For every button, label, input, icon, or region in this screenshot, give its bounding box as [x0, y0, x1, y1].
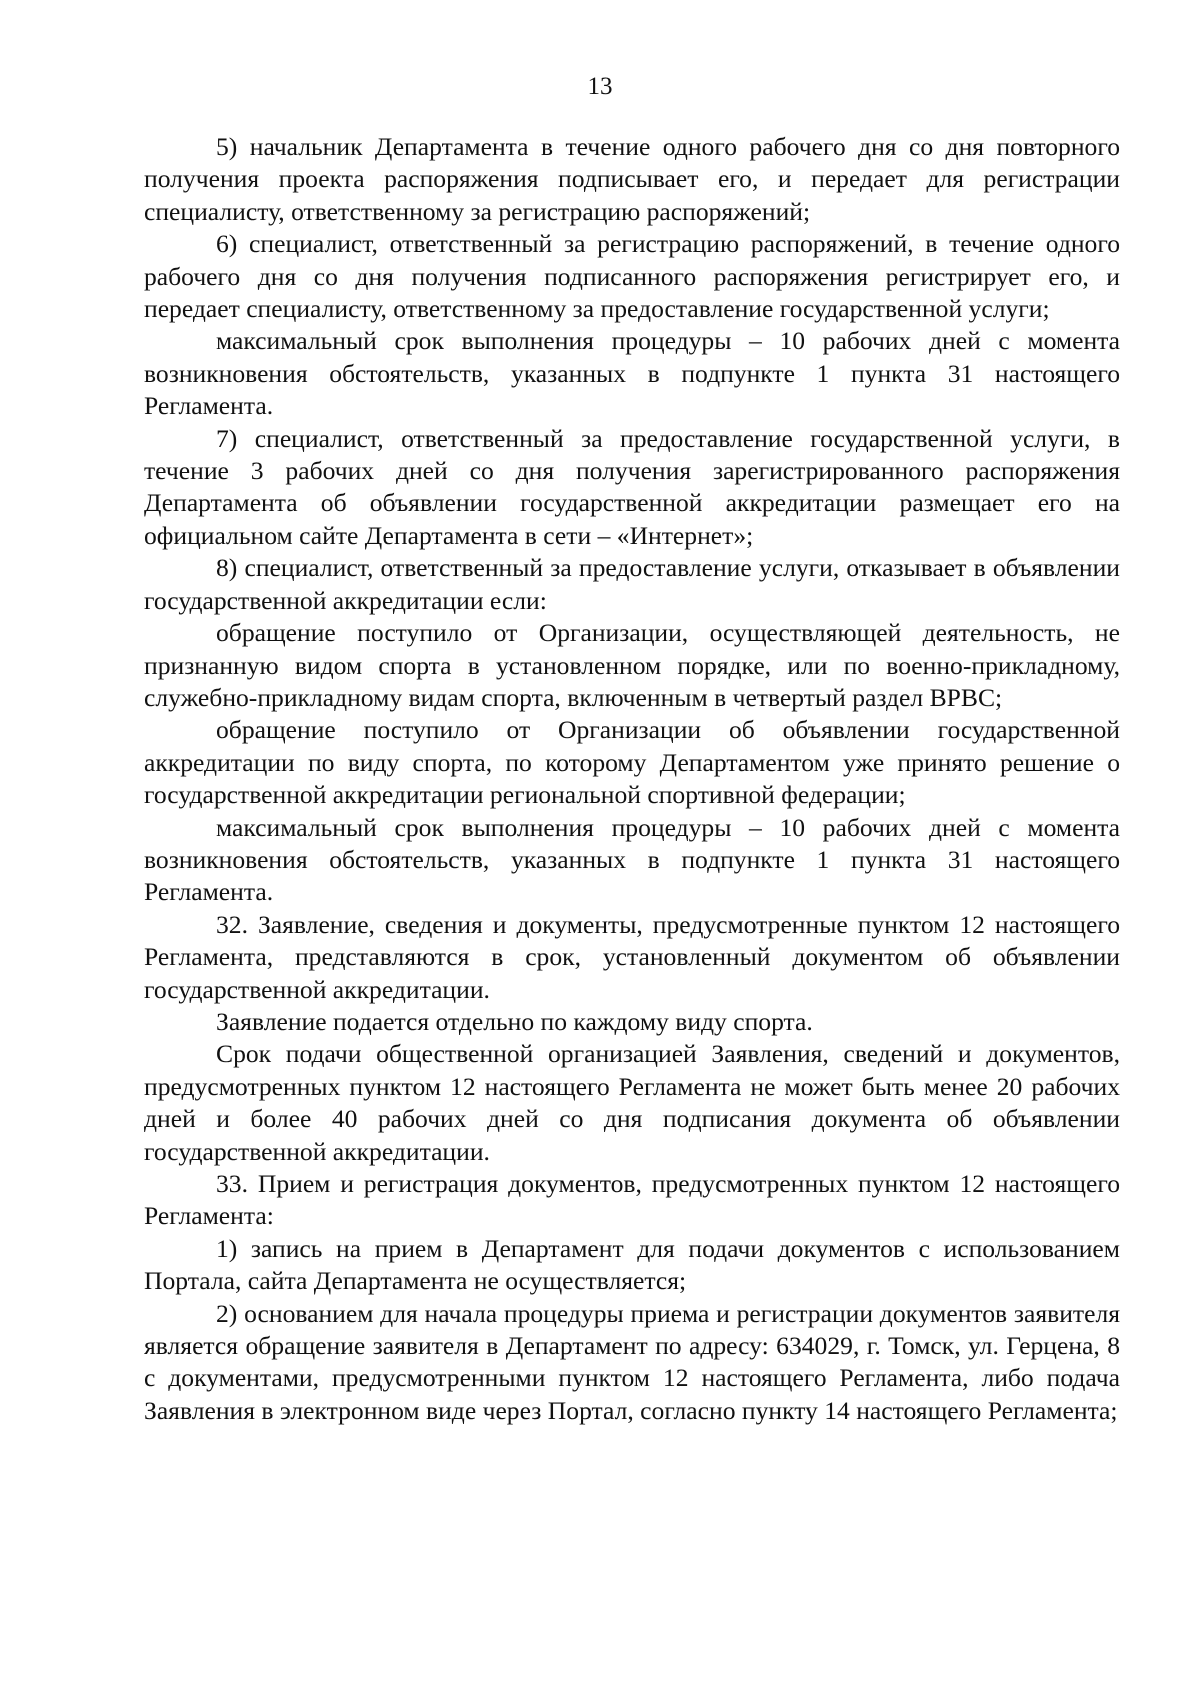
- paragraph: 5) начальник Департамента в течение одного рабочего дня со дня повторного получения проекта распоряжения подписывает его, и передает для регистрации специалисту, ответственному за регистрацию распоряжений;: [144, 132, 1120, 226]
- paragraph: максимальный срок выполнения процедуры – 10 рабочих дней с момента возникновения обстоятельств, указанных в подпункте 1 пункта 31 настоящего Регламента.: [144, 812, 1120, 907]
- paragraph: обращение поступило от Организации, осуществляющей деятельность, не признанную видом спорта в установленном порядке, или по военно-прикладному, служебно-прикладному видам спорта, включенным в четвертый раздел ВРВС;: [144, 618, 1120, 712]
- paragraph: 2) основанием для начала процедуры приема и регистрации документов заявителя является обращение заявителя в Департамент по адресу: 634029, г. Томск, ул. Герцена, 8 с документами, предусмотренными пунктом 12 настоящего Регламента, либо подача Заявления в электронном виде через Портал, согласно пункту 14 настоящего Регламента;: [144, 1298, 1120, 1425]
- paragraph: Срок подачи общественной организацией Заявления, сведений и документов, предусмотренных пунктом 12 настоящего Регламента не может быть менее 20 рабочих дней и более 40 рабочих дней со дня подписания документа об объявлении государственной аккредитации.: [144, 1039, 1120, 1166]
- paragraph: 7) специалист, ответственный за предоставление государственной услуги, в течение 3 рабочих дней со дня получения зарегистрированного распоряжения Департамента об объявлении государственной аккредитации размещает его на официальном сайте Департамента в сети – «Интернет»;: [144, 423, 1120, 550]
- paragraph: 1) запись на прием в Департамент для подачи документов с использованием Портала, сайта Департамента не осуществляется;: [144, 1233, 1120, 1296]
- paragraph: 33. Прием и регистрация документов, предусмотренных пунктом 12 настоящего Регламента:: [144, 1169, 1120, 1231]
- paragraph: обращение поступило от Организации об объявлении государственной аккредитации по виду спорта, по которому Департаментом уже принято решение о государственной аккредитации региональной спортивной федерации;: [144, 715, 1120, 810]
- paragraph: 8) специалист, ответственный за предоставление услуги, отказывает в объявлении государственной аккредитации если:: [144, 553, 1120, 615]
- paragraph: максимальный срок выполнения процедуры – 10 рабочих дней с момента возникновения обстоятельств, указанных в подпункте 1 пункта 31 настоящего Регламента.: [144, 326, 1120, 421]
- document-body: [144, 131, 1120, 1427]
- paragraph: 32. Заявление, сведения и документы, предусмотренные пунктом 12 настоящего Регламента, представляются в срок, установленный документом об объявлении государственной аккредитации.: [144, 909, 1120, 1004]
- page-number: 13: [587, 73, 613, 100]
- paragraph: 6) специалист, ответственный за регистрацию распоряжений, в течение одного рабочего дня со дня получения подписанного распоряжения регистрирует его, и передает специалисту, ответственному за предоставление государственной услуги;: [144, 229, 1120, 324]
- paragraph: Заявление подается отдельно по каждому виду спорта.: [216, 1006, 813, 1036]
